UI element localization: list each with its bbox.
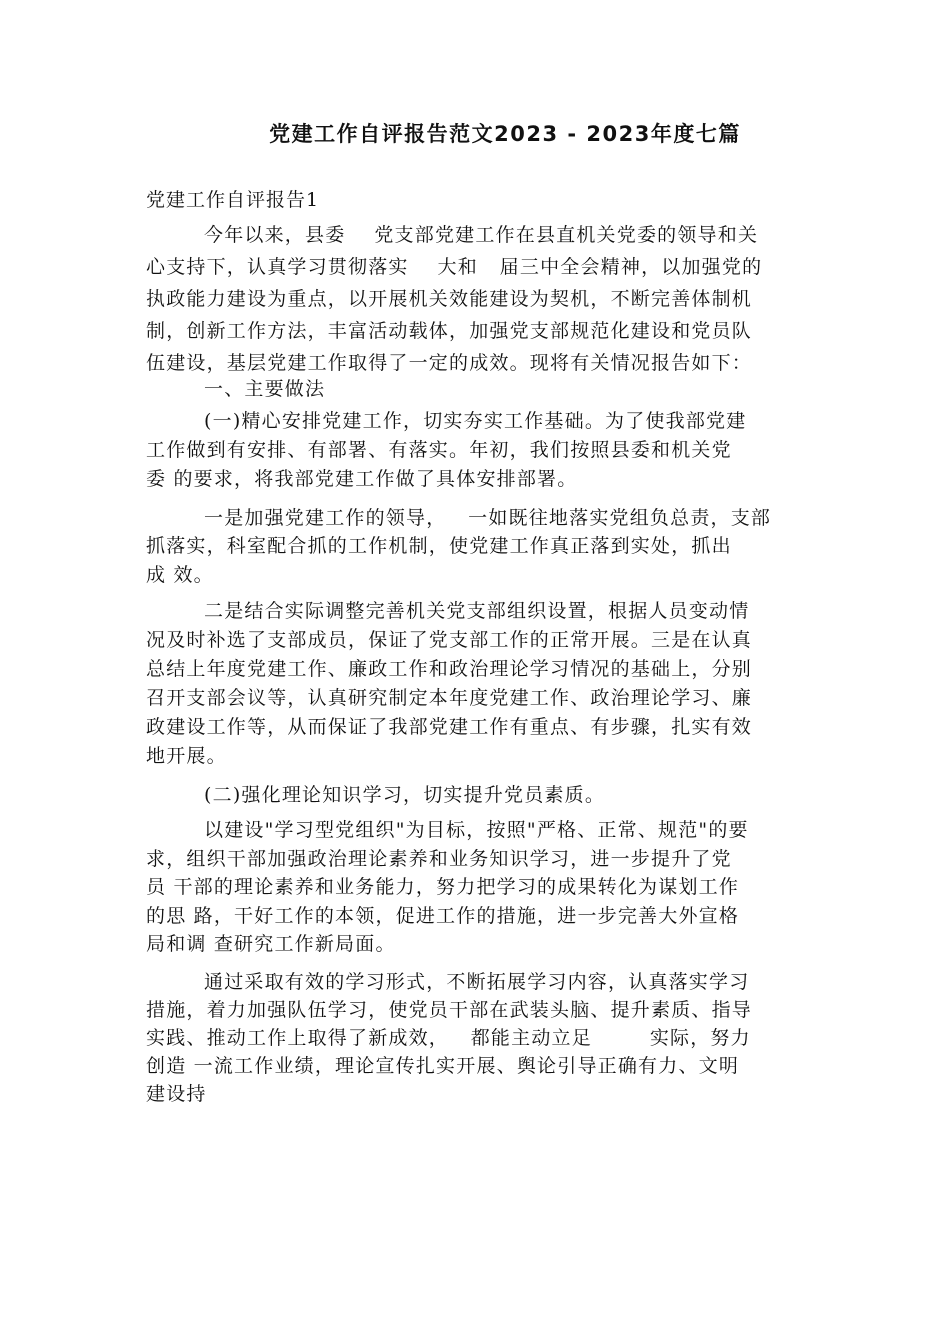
paragraph-line: 抓落实，科室配合抓的工作机制，使党建工作真正落到实处，抓出 xyxy=(146,535,732,557)
section-heading: (二)强化理论知识学习，切实提升党员素质。 xyxy=(204,784,606,806)
paragraph-line: 员 干部的理论素养和业务能力，努力把学习的成果转化为谋划工作 xyxy=(146,876,740,898)
paragraph-line: 地开展。 xyxy=(146,745,227,767)
paragraph-line: 政建设工作等，从而保证了我部党建工作有重点、有步骤，扎实有效 xyxy=(146,716,753,738)
paragraph-line: 总结上年度党建工作、廉政工作和政治理论学习情况的基础上，分别 xyxy=(146,658,753,680)
paragraph-line: 伍建设，基层党建工作取得了一定的成效。现将有关情况报告如下： xyxy=(146,352,753,374)
paragraph-line: 措施，着力加强队伍学习，使党员干部在武装头脑、提升素质、指导 xyxy=(146,999,753,1021)
paragraph-line: 以建设"学习型党组织"为目标，按照"严格、正常、规范"的要 xyxy=(204,819,749,841)
paragraph-line: 况及时补选了支部成员，保证了党支部工作的正常开展。三是在认真 xyxy=(146,629,753,651)
paragraph-line: 创造 一流工作业绩，理论宣传扎实开展、舆论引导正确有力、文明 xyxy=(146,1055,740,1077)
paragraph-line: 求，组织干部加强政治理论素养和业务知识学习，进一步提升了党 xyxy=(146,848,732,870)
paragraph-line: 二是结合实际调整完善机关党支部组织设置，根据人员变动情 xyxy=(204,600,750,622)
paragraph-line: 执政能力建设为重点，以开展机关效能建设为契机，不断完善体制机 xyxy=(146,288,753,310)
paragraph-line: 建设持 xyxy=(146,1083,207,1105)
paragraph-line: 制，创新工作方法，丰富活动载体，加强党支部规范化建设和党员队 xyxy=(146,320,753,342)
document-title: 党建工作自评报告范文2023 - 2023年度七篇 xyxy=(269,122,741,146)
paragraph-line: (一)精心安排党建工作，切实夯实工作基础。为了使我部党建 xyxy=(204,410,747,432)
paragraph-line: 实践、推动工作上取得了新成效， 都能主动立足 实际，努力 xyxy=(146,1027,751,1049)
paragraph-line: 今年以来，县委 党支部党建工作在县直机关党委的领导和关 xyxy=(204,224,759,246)
paragraph-line: 工作做到有安排、有部署、有落实。年初，我们按照县委和机关党 xyxy=(146,439,732,461)
paragraph-line: 委 的要求，将我部党建工作做了具体安排部署。 xyxy=(146,468,578,490)
paragraph-line: 一是加强党建工作的领导， 一如既往地落实党组负总责，支部 xyxy=(204,507,772,529)
paragraph-line: 成 效。 xyxy=(146,564,214,586)
paragraph-line: 召开支部会议等，认真研究制定本年度党建工作、政治理论学习、廉 xyxy=(146,687,753,709)
section-subtitle: 党建工作自评报告1 xyxy=(146,189,320,211)
paragraph-line: 局和调 查研究工作新局面。 xyxy=(146,933,396,955)
paragraph-line: 的思 路，干好工作的本领，促进工作的措施，进一步完善大外宣格 xyxy=(146,905,740,927)
paragraph-line: 通过采取有效的学习形式，不断拓展学习内容，认真落实学习 xyxy=(204,971,750,993)
paragraph-line: 心支持下，认真学习贯彻落实 大和 届三中全会精神，以加强党的 xyxy=(146,256,763,278)
section-heading: 一、主要做法 xyxy=(204,378,326,400)
